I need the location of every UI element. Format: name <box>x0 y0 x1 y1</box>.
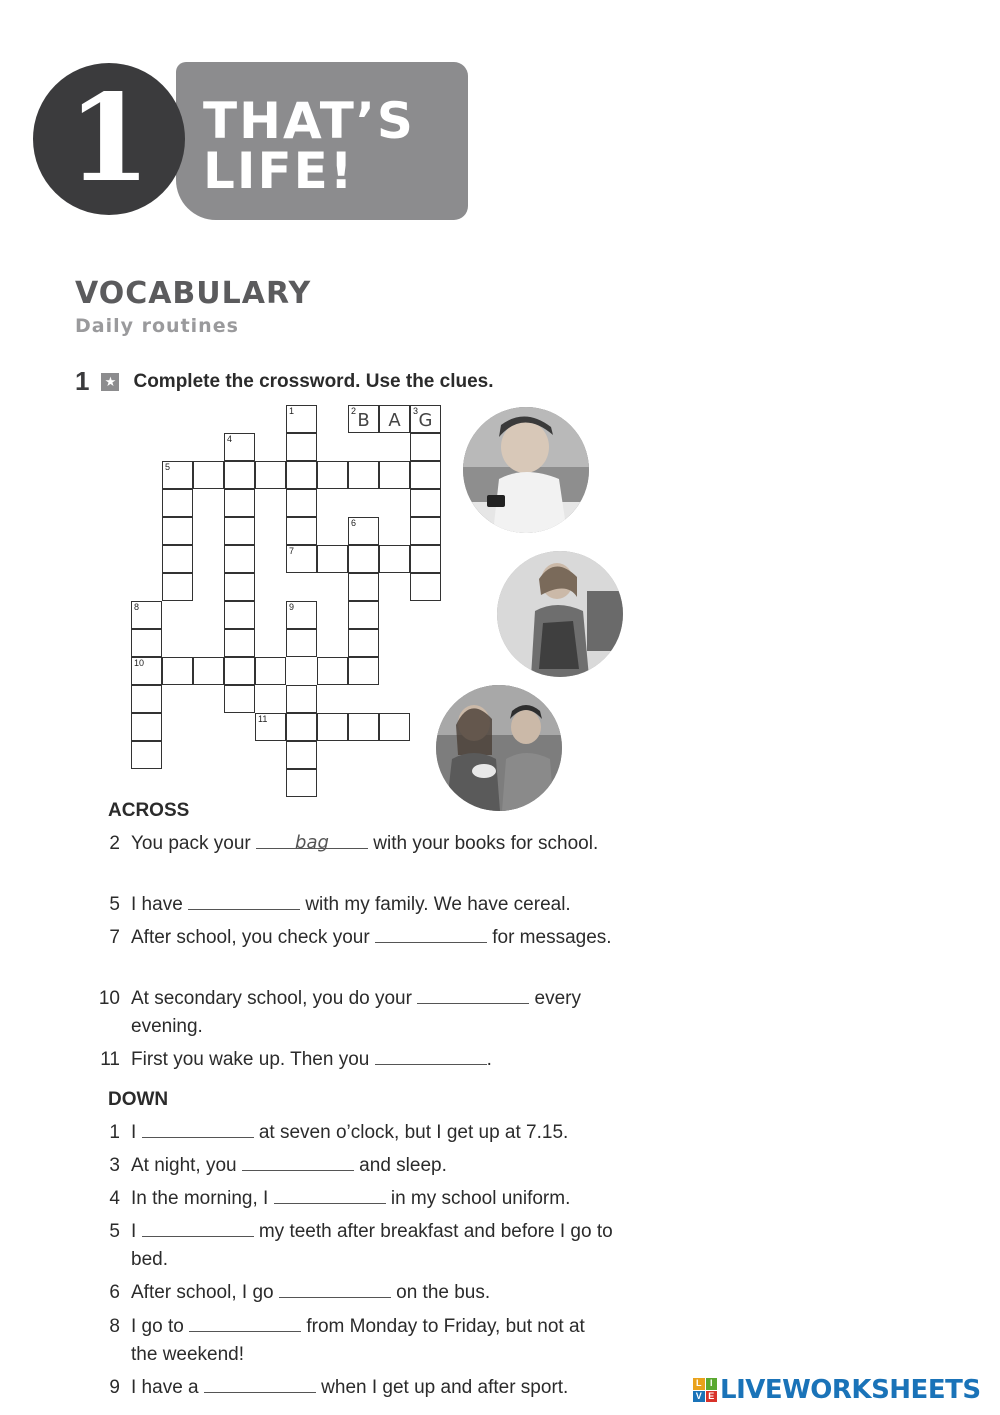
crossword-cell[interactable] <box>286 601 317 629</box>
crossword-cell[interactable] <box>286 629 317 657</box>
crossword-cell[interactable] <box>317 461 348 489</box>
unit-title-line1: THAT’S <box>203 92 415 150</box>
crossword-clue-number: 5 <box>165 462 171 472</box>
crossword-cell[interactable] <box>348 601 379 629</box>
crossword-clue-number: 7 <box>289 546 295 556</box>
answer-blank[interactable] <box>188 891 300 910</box>
liveworksheets-wordmark: LIVEWORKSHEETS <box>720 1375 981 1405</box>
crossword-example-letter: B <box>357 410 370 431</box>
crossword-cell[interactable] <box>286 461 317 489</box>
clue-number: 5 <box>109 1221 120 1242</box>
crossword-cell[interactable] <box>131 601 162 629</box>
clue-number: 11 <box>100 1049 120 1070</box>
crossword-cell[interactable] <box>379 405 410 433</box>
crossword-cell[interactable] <box>255 713 286 741</box>
clue-text-before: I go to <box>131 1316 190 1337</box>
clue-text-before: After school, you check your <box>131 927 375 948</box>
crossword-cell[interactable] <box>410 573 441 601</box>
crossword-cell[interactable] <box>286 433 317 461</box>
crossword-cell[interactable] <box>348 517 379 545</box>
crossword-clue-number: 1 <box>289 406 295 416</box>
clue-item <box>95 1046 615 1074</box>
exercise-instruction: Complete the crossword. Use the clues. <box>133 370 494 392</box>
clue-number: 10 <box>98 988 120 1009</box>
clue-text-after: when I get up and after sport. <box>315 1377 569 1398</box>
logo-letter-i: I <box>706 1378 718 1390</box>
clue-item <box>95 1374 615 1402</box>
crossword-cell[interactable] <box>162 657 193 685</box>
crossword-cell[interactable] <box>162 517 193 545</box>
crossword-cell[interactable] <box>348 405 379 433</box>
crossword-clue-number: 10 <box>134 658 145 668</box>
crossword-cell[interactable] <box>255 657 286 685</box>
crossword-cell[interactable] <box>224 517 255 545</box>
answer-blank[interactable] <box>256 830 368 853</box>
crossword-cell[interactable] <box>410 545 441 573</box>
crossword-cell[interactable] <box>131 713 162 741</box>
unit-title-line2: LIFE! <box>203 142 355 200</box>
clue-item <box>95 985 615 1041</box>
clue-item <box>95 891 615 919</box>
clue-text <box>131 1185 615 1213</box>
clue-item <box>95 1313 615 1369</box>
crossword-clue-number: 4 <box>227 434 233 444</box>
clue-text-after: and sleep. <box>353 1155 447 1176</box>
crossword-cell[interactable] <box>286 741 317 769</box>
clue-text-before: I <box>131 1221 142 1242</box>
section-title: VOCABULARY <box>75 276 312 311</box>
clue-text-before: At secondary school, you do your <box>131 988 418 1009</box>
crossword-clue-number: 8 <box>134 602 140 612</box>
clue-text-before: I <box>131 1122 142 1143</box>
clue-text-after: on the bus. <box>390 1282 491 1303</box>
section-subtitle: Daily routines <box>75 315 239 337</box>
crossword-cell[interactable] <box>410 433 441 461</box>
clue-text-after: every evening. <box>131 988 581 1037</box>
crossword-cell[interactable] <box>224 685 255 713</box>
clue-text-after: at seven o’clock, but I get up at 7.15. <box>253 1122 569 1143</box>
clue-text <box>131 1374 615 1402</box>
clue-text-after: with my family. We have cereal. <box>300 894 571 915</box>
crossword-cell[interactable] <box>410 461 441 489</box>
crossword-cell[interactable] <box>131 685 162 713</box>
clue-text-before: I have a <box>131 1377 204 1398</box>
crossword-cell[interactable] <box>162 489 193 517</box>
logo-letter-l: L <box>693 1378 705 1390</box>
clue-text <box>131 891 615 919</box>
crossword-cell[interactable] <box>317 713 348 741</box>
crossword-cell[interactable] <box>286 713 317 741</box>
unit-number: 1 <box>67 68 151 209</box>
clue-text <box>131 1119 615 1147</box>
clue-item <box>95 1119 615 1147</box>
crossword-cell[interactable] <box>224 629 255 657</box>
crossword-cell[interactable] <box>348 545 379 573</box>
clue-text <box>131 1218 615 1274</box>
crossword-cell[interactable] <box>131 657 162 685</box>
answer-blank[interactable] <box>417 985 529 1004</box>
crossword-clue-number: 11 <box>258 714 268 724</box>
crossword-example-letter: A <box>388 410 401 431</box>
crossword-clue-number: 2 <box>351 406 357 416</box>
clue-text-after: my teeth after breakfast and before I go to bed. <box>131 1221 613 1270</box>
clue-number: 1 <box>109 1122 120 1143</box>
clue-number: 5 <box>109 894 120 915</box>
clue-text <box>131 924 615 952</box>
crossword-cell[interactable] <box>348 657 379 685</box>
crossword-cell[interactable] <box>224 657 255 685</box>
crossword-cell[interactable] <box>379 545 410 573</box>
crossword-cell[interactable] <box>224 573 255 601</box>
exercise-number: 1 <box>75 366 90 396</box>
crossword-clue-number: 6 <box>351 518 357 528</box>
clue-item <box>95 1218 615 1274</box>
clue-item <box>95 1279 615 1307</box>
clue-text-after: . <box>486 1049 492 1070</box>
clue-text-before: First you wake up. Then you <box>131 1049 375 1070</box>
clue-number: 7 <box>109 927 120 948</box>
clue-text <box>131 1279 615 1307</box>
star-icon: ★ <box>101 373 119 391</box>
crossword-cell[interactable] <box>286 489 317 517</box>
clue-text <box>131 1152 615 1180</box>
crossword-cell[interactable] <box>286 545 317 573</box>
crossword-cell[interactable] <box>379 713 410 741</box>
logo-letter-v: V <box>693 1391 705 1403</box>
crossword-cell[interactable] <box>410 517 441 545</box>
photo-boy-with-phone <box>463 407 589 533</box>
clue-text-after: for messages. <box>486 927 612 948</box>
crossword-cell[interactable] <box>286 769 317 797</box>
down-heading: DOWN <box>108 1089 169 1110</box>
crossword-cell[interactable] <box>348 461 379 489</box>
crossword-example-letter: G <box>418 410 433 431</box>
across-heading: ACROSS <box>108 800 190 821</box>
crossword-cell[interactable] <box>379 461 410 489</box>
crossword-cell[interactable] <box>224 461 255 489</box>
crossword-cell[interactable] <box>255 461 286 489</box>
crossword-clue-number: 9 <box>289 602 295 612</box>
clue-number: 3 <box>109 1155 120 1176</box>
answer-blank[interactable] <box>375 924 487 943</box>
crossword-cell[interactable] <box>193 461 224 489</box>
clue-text-before: After school, I go <box>131 1282 279 1303</box>
answer-blank[interactable] <box>142 1218 254 1237</box>
crossword-cell[interactable] <box>348 573 379 601</box>
crossword-cell[interactable] <box>317 545 348 573</box>
clue-text-before: At night, you <box>131 1155 242 1176</box>
clue-number: 8 <box>109 1316 120 1337</box>
answer-blank[interactable] <box>375 1046 487 1065</box>
crossword-cell[interactable] <box>348 713 379 741</box>
crossword-cell[interactable] <box>410 405 441 433</box>
answer-blank[interactable] <box>189 1313 301 1332</box>
crossword-cell[interactable] <box>193 657 224 685</box>
crossword-cell[interactable] <box>224 545 255 573</box>
clue-item <box>95 830 615 858</box>
clue-item <box>95 1185 615 1213</box>
clue-text-before: I have <box>131 894 189 915</box>
answer-blank[interactable] <box>279 1279 391 1298</box>
clue-number: 4 <box>109 1188 120 1209</box>
clue-number: 6 <box>109 1282 120 1303</box>
logo-letter-e: E <box>706 1391 718 1403</box>
clue-text-after: with your books for school. <box>368 833 599 854</box>
clue-text <box>131 1313 615 1369</box>
crossword-cell[interactable] <box>286 517 317 545</box>
liveworksheets-logo <box>693 1375 981 1405</box>
crossword-cell[interactable] <box>224 601 255 629</box>
photo-family-breakfast <box>436 685 562 811</box>
exercise-header <box>75 366 494 397</box>
crossword-cell[interactable] <box>162 545 193 573</box>
crossword-cell[interactable] <box>410 489 441 517</box>
liveworksheets-icon <box>693 1378 717 1402</box>
clue-text-after: in my school uniform. <box>385 1188 571 1209</box>
crossword-cell[interactable] <box>162 573 193 601</box>
clue-text <box>131 985 615 1041</box>
photo-girl-packing-bag <box>497 551 623 677</box>
crossword-cell[interactable] <box>224 433 255 461</box>
answer-blank[interactable] <box>242 1152 354 1171</box>
crossword-cell[interactable] <box>286 405 317 433</box>
clue-text <box>131 830 615 858</box>
crossword-cell[interactable] <box>224 489 255 517</box>
crossword-cell[interactable] <box>131 741 162 769</box>
crossword-cell[interactable] <box>131 629 162 657</box>
answer-blank[interactable] <box>142 1119 254 1138</box>
clue-text-before: In the morning, I <box>131 1188 274 1209</box>
crossword-cell[interactable] <box>286 685 317 713</box>
clue-text <box>131 1046 615 1074</box>
example-answer: bag <box>295 832 329 853</box>
crossword-clue-number: 3 <box>413 406 419 416</box>
crossword-cell[interactable] <box>162 461 193 489</box>
clue-text-after: from Monday to Friday, but not at the weekend! <box>131 1316 585 1365</box>
clue-item <box>95 1152 615 1180</box>
answer-blank[interactable] <box>204 1374 316 1393</box>
clue-item <box>95 924 615 952</box>
clue-number: 9 <box>109 1377 120 1398</box>
answer-blank[interactable] <box>274 1185 386 1204</box>
clue-number: 2 <box>109 833 120 854</box>
crossword-cell[interactable] <box>348 629 379 657</box>
crossword-cell[interactable] <box>317 657 348 685</box>
clue-text-before: You pack your <box>131 833 256 854</box>
unit-title <box>203 92 463 200</box>
